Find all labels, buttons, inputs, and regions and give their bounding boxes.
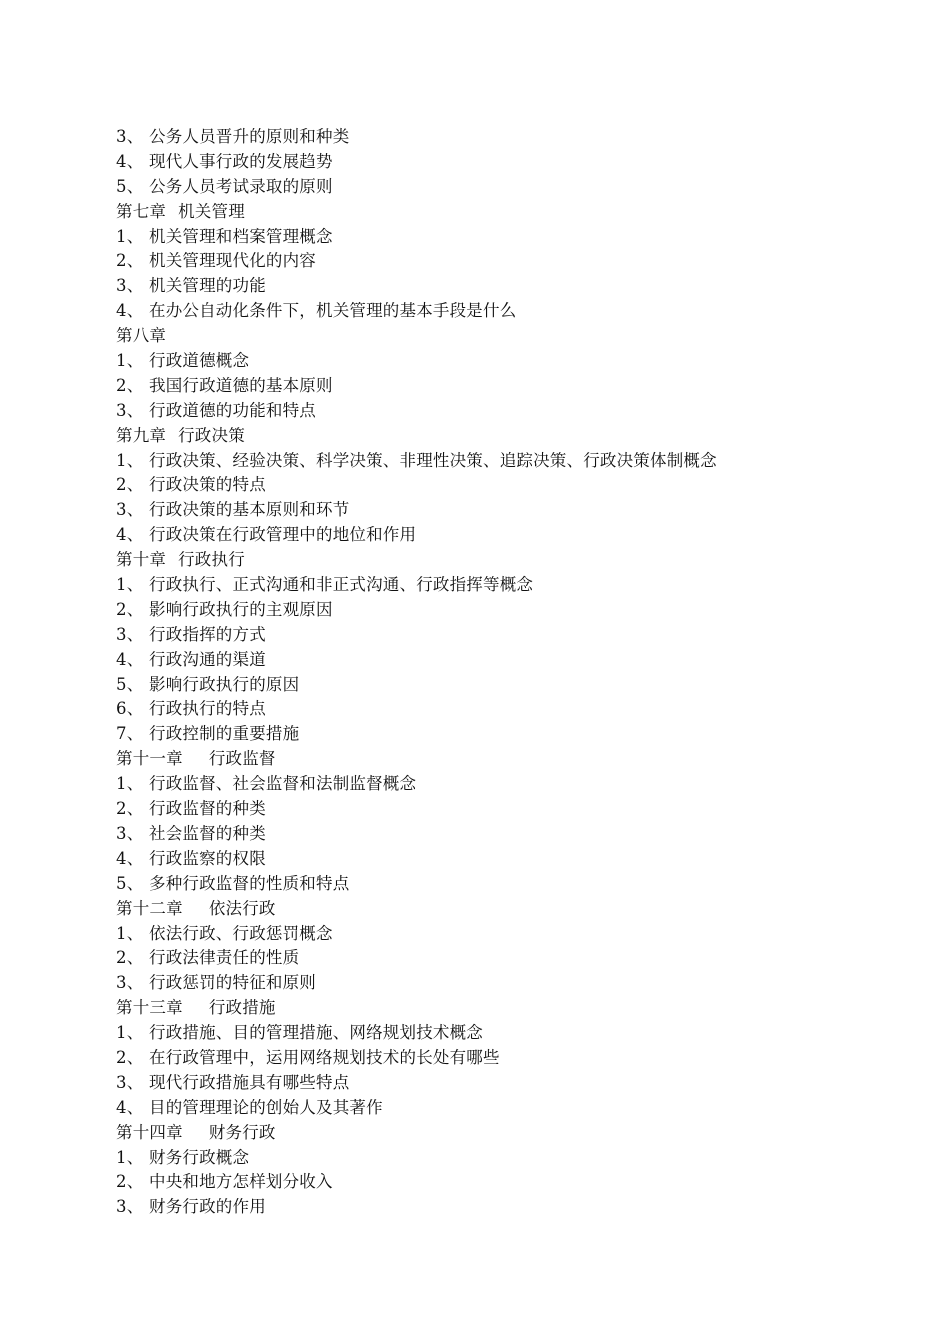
- list-item-number: 1、: [116, 1023, 144, 1043]
- list-item: [116, 374, 876, 399]
- list-item: [116, 498, 876, 523]
- list-item-number: 3、: [116, 823, 144, 843]
- chapter-title: 行政监督: [208, 749, 276, 769]
- list-item: [116, 872, 876, 897]
- list-item-text: 行政指挥的方式: [149, 624, 266, 644]
- list-item-number: 2、: [116, 948, 144, 968]
- list-item-text: 影响行政执行的主观原因: [149, 599, 333, 619]
- list-item-number: 6、: [116, 699, 144, 719]
- list-item: [116, 473, 876, 498]
- list-item: [116, 822, 876, 847]
- list-item-text: 公务人员晋升的原则和种类: [149, 127, 350, 146]
- list-item: [116, 1046, 876, 1071]
- list-item-text: 行政控制的重要措施: [149, 724, 300, 744]
- list-item: [116, 150, 876, 175]
- list-item: [116, 946, 876, 971]
- list-item-number: 3、: [116, 1072, 144, 1092]
- list-item-number: 3、: [116, 127, 144, 146]
- list-item: [116, 673, 876, 698]
- chapter-heading: [116, 897, 876, 922]
- list-item: [116, 697, 876, 722]
- list-item-number: 1、: [116, 575, 144, 595]
- list-item-text: 财务行政的作用: [149, 1197, 266, 1217]
- list-item-number: 1、: [116, 351, 144, 371]
- list-item-text: 影响行政执行的原因: [149, 674, 300, 694]
- list-item: [116, 249, 876, 274]
- list-item: [116, 797, 876, 822]
- chapter-title: 依法行政: [208, 898, 276, 918]
- list-item-text: 行政决策、经验决策、科学决策、非理性决策、追踪决策、行政决策体制概念: [149, 450, 717, 470]
- list-item-text: 行政决策的特点: [149, 475, 266, 495]
- list-item-number: 7、: [116, 724, 144, 744]
- list-item-text: 目的管理理论的创始人及其著作: [149, 1097, 383, 1117]
- list-item: [116, 175, 876, 200]
- list-item-number: 1、: [116, 1147, 144, 1167]
- chapter-heading: [116, 1121, 876, 1146]
- document-body: [116, 125, 876, 1220]
- list-item-text: 行政沟通的渠道: [149, 649, 266, 669]
- list-item: [116, 1170, 876, 1195]
- list-item-number: 1、: [116, 226, 144, 246]
- list-item-text: 行政监察的权限: [149, 848, 266, 868]
- list-item-text: 我国行政道德的基本原则: [149, 375, 333, 395]
- list-item-number: 3、: [116, 624, 144, 644]
- chapter-heading: [116, 200, 876, 225]
- list-item: [116, 648, 876, 673]
- list-item-text: 机关管理和档案管理概念: [149, 226, 333, 246]
- list-item-text: 财务行政概念: [149, 1147, 250, 1167]
- list-item-text: 公务人员考试录取的原则: [149, 176, 333, 196]
- list-item-number: 4、: [116, 1097, 144, 1117]
- list-item-number: 3、: [116, 400, 144, 420]
- list-item-text: 行政监督的种类: [149, 799, 266, 819]
- list-item-number: 2、: [116, 475, 144, 495]
- list-item-number: 2、: [116, 251, 144, 271]
- list-item: [116, 523, 876, 548]
- chapter-label: 第十四章: [116, 1122, 183, 1142]
- list-item-number: 2、: [116, 799, 144, 819]
- chapter-title: 财务行政: [208, 1122, 276, 1142]
- chapter-heading: [116, 324, 876, 349]
- list-item-number: 3、: [116, 973, 144, 993]
- list-item-number: 4、: [116, 525, 144, 545]
- chapter-label: 第十一章: [116, 749, 183, 769]
- list-item: [116, 1096, 876, 1121]
- chapter-title: 行政决策: [178, 425, 245, 445]
- list-item-number: 3、: [116, 1197, 144, 1217]
- chapter-label: 第八章: [116, 326, 167, 346]
- list-item-number: 4、: [116, 151, 144, 171]
- list-item-text: 中央和地方怎样划分收入: [149, 1172, 333, 1192]
- chapter-heading: [116, 548, 876, 573]
- list-item: [116, 349, 876, 374]
- chapter-label: 第九章: [116, 425, 167, 445]
- list-item: [116, 399, 876, 424]
- list-item-number: 1、: [116, 450, 144, 470]
- list-item-text: 多种行政监督的性质和特点: [149, 873, 350, 893]
- list-item-number: 4、: [116, 848, 144, 868]
- list-item: [116, 1146, 876, 1171]
- list-item: [116, 299, 876, 324]
- list-item-text: 行政决策在行政管理中的地位和作用: [149, 525, 417, 545]
- list-item: [116, 274, 876, 299]
- list-item-text: 社会监督的种类: [149, 823, 266, 843]
- list-item: [116, 125, 876, 150]
- list-item-number: 3、: [116, 500, 144, 520]
- list-item-text: 机关管理现代化的内容: [149, 251, 316, 271]
- list-item: [116, 1071, 876, 1096]
- chapter-heading: [116, 424, 876, 449]
- list-item-text: 行政道德的功能和特点: [149, 400, 316, 420]
- chapter-title: 行政执行: [178, 550, 245, 570]
- list-item-number: 2、: [116, 599, 144, 619]
- chapter-label: 第十三章: [116, 998, 183, 1018]
- list-item-text: 行政执行、正式沟通和非正式沟通、行政指挥等概念: [149, 575, 534, 595]
- list-item-number: 5、: [116, 873, 144, 893]
- list-item-text: 现代行政措施具有哪些特点: [149, 1072, 350, 1092]
- list-item-number: 4、: [116, 301, 144, 321]
- list-item: [116, 449, 876, 474]
- list-item-number: 2、: [116, 375, 144, 395]
- list-item: [116, 971, 876, 996]
- chapter-label: 第十二章: [116, 898, 183, 918]
- list-item-number: 5、: [116, 176, 144, 196]
- list-item-text: 行政监督、社会监督和法制监督概念: [149, 774, 417, 794]
- chapter-label: 第七章: [116, 201, 167, 221]
- chapter-title: 行政措施: [208, 998, 276, 1018]
- list-item-number: 5、: [116, 674, 144, 694]
- list-item-text: 机关管理的功能: [149, 276, 266, 296]
- list-item-number: 3、: [116, 276, 144, 296]
- list-item: [116, 598, 876, 623]
- list-item-text: 在办公自动化条件下，机关管理的基本手段是什么: [149, 301, 517, 321]
- list-item-text: 行政道德概念: [149, 351, 250, 371]
- list-item-text: 行政措施、目的管理措施、网络规划技术概念: [149, 1023, 483, 1043]
- list-item-text: 依法行政、行政惩罚概念: [149, 923, 333, 943]
- list-item-text: 行政决策的基本原则和环节: [149, 500, 350, 520]
- chapter-heading: [116, 996, 876, 1021]
- chapter-title: 机关管理: [178, 201, 245, 221]
- list-item: [116, 722, 876, 747]
- list-item-text: 行政法律责任的性质: [149, 948, 300, 968]
- list-item: [116, 225, 876, 250]
- list-item: [116, 573, 876, 598]
- list-item-number: 2、: [116, 1047, 144, 1067]
- list-item-text: 行政惩罚的特征和原则: [149, 973, 316, 993]
- list-item-text: 在行政管理中，运用网络规划技术的长处有哪些: [149, 1047, 500, 1067]
- list-item: [116, 847, 876, 872]
- list-item-number: 1、: [116, 923, 144, 943]
- chapter-label: 第十章: [116, 550, 167, 570]
- list-item-text: 现代人事行政的发展趋势: [149, 151, 333, 171]
- list-item-number: 1、: [116, 774, 144, 794]
- list-item-number: 2、: [116, 1172, 144, 1192]
- list-item: [116, 1021, 876, 1046]
- list-item-text: 行政执行的特点: [149, 699, 266, 719]
- list-item: [116, 772, 876, 797]
- list-item: [116, 1195, 876, 1220]
- list-item: [116, 623, 876, 648]
- list-item-number: 4、: [116, 649, 144, 669]
- list-item: [116, 922, 876, 947]
- chapter-heading: [116, 747, 876, 772]
